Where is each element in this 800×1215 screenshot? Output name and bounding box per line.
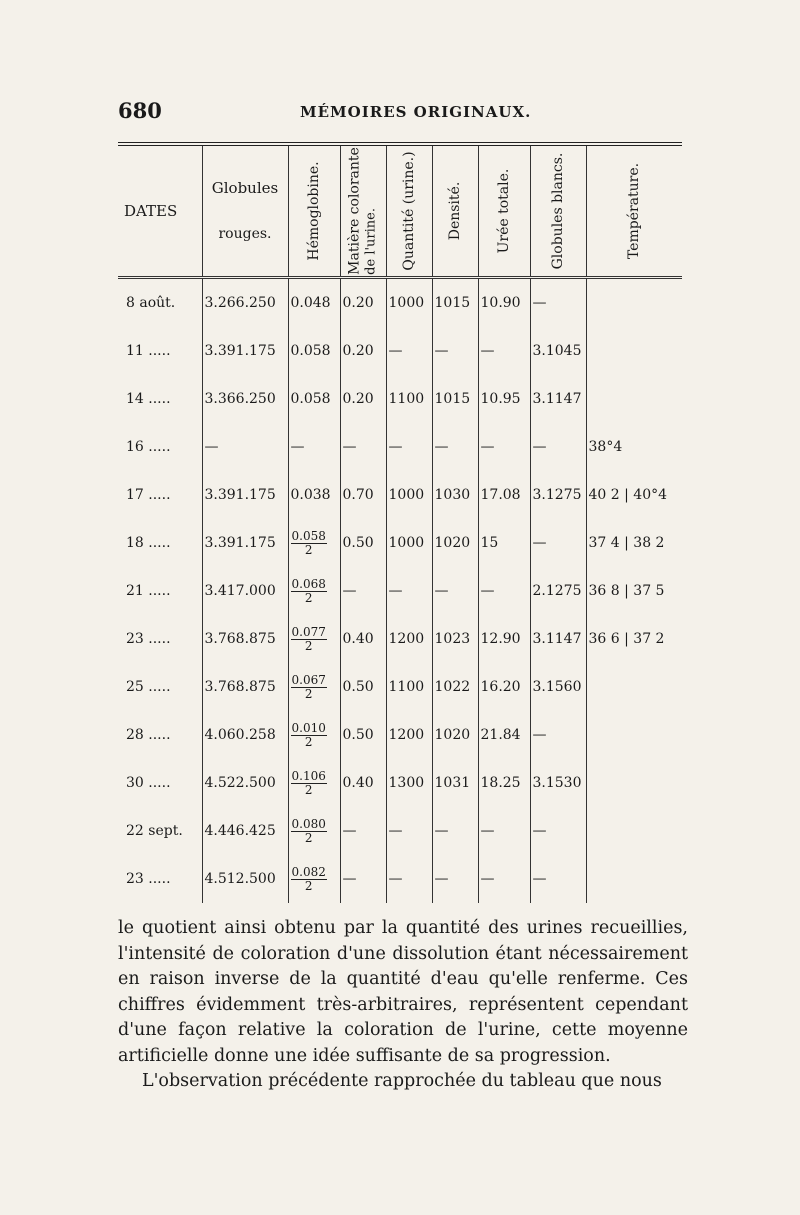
cell-matiere-colorante: 0.50 bbox=[340, 711, 386, 759]
paragraph-1: le quotient ainsi obtenu par la quantité des urines recueillies, l'intensité de coloration d'une dissolution étant nécessairement en raison inverse de la quantité d'eau qu'elle renferme. Ces chiffres évidemment très-arbitraires, représentent cependant d'une façon relative la coloration de l'urine, cette moyenne artificielle donne une idée suffisante de sa progression. bbox=[118, 918, 688, 1066]
cell-densite: — bbox=[432, 567, 478, 615]
cell-date: 28 ..... bbox=[126, 727, 171, 743]
cell-densite: 1022 bbox=[432, 663, 478, 711]
cell-uree: 12.90 bbox=[478, 615, 530, 663]
cell-uree: — bbox=[478, 855, 530, 903]
header-densite bbox=[432, 144, 478, 278]
fraction-numerator: 0.058 bbox=[291, 528, 326, 543]
header-hemoglobine bbox=[288, 144, 340, 278]
header-densite-text: Densité. bbox=[446, 181, 463, 241]
hemoglobine-fraction bbox=[291, 674, 327, 700]
cell-quantite: 1200 bbox=[386, 615, 432, 663]
header-globules-line1: Globules bbox=[211, 179, 279, 198]
table-row bbox=[118, 471, 682, 519]
header-matiere-colorante bbox=[340, 144, 386, 278]
fraction-numerator: 0.068 bbox=[291, 576, 326, 591]
cell-matiere-colorante: 0.50 bbox=[340, 519, 386, 567]
cell-matiere-colorante: — bbox=[340, 807, 386, 855]
cell-densite: — bbox=[432, 807, 478, 855]
cell-date: 23 ..... bbox=[126, 871, 171, 887]
cell-date: 22 sept. bbox=[126, 823, 183, 839]
cell-globules-rouges: 3.391.175 bbox=[202, 519, 288, 567]
cell-densite: 1015 bbox=[432, 278, 478, 328]
cell-matiere-colorante: 0.70 bbox=[340, 471, 386, 519]
table-row bbox=[118, 567, 682, 615]
cell-globules-rouges: 3.366.250 bbox=[202, 375, 288, 423]
fraction-numerator: 0.106 bbox=[291, 768, 326, 783]
fraction-numerator: 0.010 bbox=[291, 720, 326, 735]
fraction-denominator: 2 bbox=[304, 686, 313, 701]
table-row bbox=[118, 278, 682, 328]
header-uree-text: Urée totale. bbox=[495, 168, 512, 254]
cell-quantite: — bbox=[386, 855, 432, 903]
cell-uree: 21.84 bbox=[478, 711, 530, 759]
cell-hemoglobine: 0.058 bbox=[288, 327, 340, 375]
running-head bbox=[118, 98, 678, 128]
body-text bbox=[118, 916, 688, 1095]
cell-temperature: 36 8 | 37 5 bbox=[586, 567, 682, 615]
cell-date: 16 ..... bbox=[126, 439, 171, 455]
hemoglobine-fraction bbox=[291, 530, 327, 556]
hemoglobine-fraction bbox=[291, 818, 327, 844]
cell-uree: 18.25 bbox=[478, 759, 530, 807]
paragraph-2: L'observation précédente rapprochée du tableau que nous bbox=[142, 1071, 662, 1091]
cell-temperature bbox=[586, 759, 682, 807]
table-row bbox=[118, 375, 682, 423]
cell-temperature bbox=[586, 327, 682, 375]
fraction-denominator: 2 bbox=[304, 638, 313, 653]
table-row bbox=[118, 327, 682, 375]
cell-densite: 1030 bbox=[432, 471, 478, 519]
cell-globules-blancs: 3.1147 bbox=[530, 375, 586, 423]
running-head-title: MÉMOIRES ORIGINAUX. bbox=[300, 103, 532, 121]
table-body bbox=[118, 278, 682, 904]
cell-globules-blancs: — bbox=[530, 711, 586, 759]
cell-quantite: 1200 bbox=[386, 711, 432, 759]
cell-matiere-colorante: 0.40 bbox=[340, 759, 386, 807]
table-row bbox=[118, 759, 682, 807]
cell-uree: 15 bbox=[478, 519, 530, 567]
cell-uree: — bbox=[478, 567, 530, 615]
table-row bbox=[118, 615, 682, 663]
cell-globules-blancs: 3.1045 bbox=[530, 327, 586, 375]
cell-globules-rouges: 3.266.250 bbox=[202, 278, 288, 328]
cell-densite: — bbox=[432, 423, 478, 471]
header-matiere-line2: de l'urine. bbox=[363, 207, 379, 275]
cell-globules-rouges: 3.391.175 bbox=[202, 471, 288, 519]
cell-matiere-colorante: 0.20 bbox=[340, 375, 386, 423]
hemoglobine-fraction bbox=[291, 722, 327, 748]
hemoglobine-fraction bbox=[291, 626, 327, 652]
cell-temperature bbox=[586, 663, 682, 711]
cell-hemoglobine bbox=[288, 663, 340, 711]
cell-temperature bbox=[586, 278, 682, 328]
cell-uree: — bbox=[478, 423, 530, 471]
header-globules-blancs bbox=[530, 144, 586, 278]
cell-quantite: — bbox=[386, 327, 432, 375]
cell-date: 30 ..... bbox=[126, 775, 171, 791]
cell-globules-rouges: 3.768.875 bbox=[202, 615, 288, 663]
cell-hemoglobine bbox=[288, 567, 340, 615]
cell-densite: — bbox=[432, 855, 478, 903]
header-hemoglobine-text: Hémoglobine. bbox=[305, 161, 322, 261]
cell-date: 23 ..... bbox=[126, 631, 171, 647]
cell-hemoglobine bbox=[288, 615, 340, 663]
cell-quantite: — bbox=[386, 567, 432, 615]
fraction-denominator: 2 bbox=[304, 590, 313, 605]
fraction-denominator: 2 bbox=[304, 542, 313, 557]
cell-globules-blancs: 3.1560 bbox=[530, 663, 586, 711]
cell-globules-blancs: 3.1147 bbox=[530, 615, 586, 663]
header-globules-line2: rouges. bbox=[218, 225, 272, 242]
cell-matiere-colorante: — bbox=[340, 855, 386, 903]
cell-hemoglobine: 0.038 bbox=[288, 471, 340, 519]
cell-matiere-colorante: — bbox=[340, 423, 386, 471]
cell-globules-rouges: 4.522.500 bbox=[202, 759, 288, 807]
header-dates: DATES bbox=[118, 144, 202, 278]
fraction-denominator: 2 bbox=[304, 782, 313, 797]
cell-quantite: 1100 bbox=[386, 663, 432, 711]
cell-date: 21 ..... bbox=[126, 583, 171, 599]
cell-hemoglobine: — bbox=[288, 423, 340, 471]
cell-globules-blancs: 2.1275 bbox=[530, 567, 586, 615]
cell-uree: 10.90 bbox=[478, 278, 530, 328]
cell-hemoglobine bbox=[288, 711, 340, 759]
header-uree bbox=[478, 144, 530, 278]
table-row bbox=[118, 519, 682, 567]
cell-globules-rouges: 4.446.425 bbox=[202, 807, 288, 855]
cell-temperature: 37 4 | 38 2 bbox=[586, 519, 682, 567]
cell-uree: — bbox=[478, 327, 530, 375]
header-temperature bbox=[586, 144, 682, 278]
header-quantite-text: Quantité (urine.) bbox=[400, 151, 417, 271]
cell-globules-rouges: 4.060.258 bbox=[202, 711, 288, 759]
fraction-denominator: 2 bbox=[304, 830, 313, 845]
cell-temperature bbox=[586, 855, 682, 903]
fraction-numerator: 0.077 bbox=[291, 624, 326, 639]
cell-globules-blancs: 3.1530 bbox=[530, 759, 586, 807]
cell-date: 17 ..... bbox=[126, 487, 171, 503]
hemoglobine-fraction bbox=[291, 578, 327, 604]
table-row bbox=[118, 855, 682, 903]
cell-globules-blancs: 3.1275 bbox=[530, 471, 586, 519]
cell-temperature bbox=[586, 375, 682, 423]
cell-date: 25 ..... bbox=[126, 679, 171, 695]
cell-hemoglobine: 0.058 bbox=[288, 375, 340, 423]
cell-matiere-colorante: 0.50 bbox=[340, 663, 386, 711]
cell-globules-rouges: 3.391.175 bbox=[202, 327, 288, 375]
cell-uree: 17.08 bbox=[478, 471, 530, 519]
cell-globules-rouges: 3.768.875 bbox=[202, 663, 288, 711]
cell-date: 11 ..... bbox=[126, 343, 171, 359]
cell-temperature: 40 2 | 40°4 bbox=[586, 471, 682, 519]
cell-hemoglobine bbox=[288, 519, 340, 567]
cell-date: 18 ..... bbox=[126, 535, 171, 551]
fraction-numerator: 0.082 bbox=[291, 864, 326, 879]
cell-date: 14 ..... bbox=[126, 391, 171, 407]
header-matiere-line1: Matière colorante bbox=[346, 147, 363, 275]
header-globules-rouges bbox=[202, 144, 288, 278]
cell-matiere-colorante: 0.20 bbox=[340, 327, 386, 375]
cell-hemoglobine bbox=[288, 759, 340, 807]
header-temperature-text: Température. bbox=[626, 162, 643, 260]
table-row bbox=[118, 423, 682, 471]
cell-hemoglobine: 0.048 bbox=[288, 278, 340, 328]
fraction-denominator: 2 bbox=[304, 734, 313, 749]
cell-hemoglobine bbox=[288, 807, 340, 855]
cell-quantite: 1000 bbox=[386, 278, 432, 328]
cell-densite: 1020 bbox=[432, 519, 478, 567]
cell-globules-blancs: — bbox=[530, 855, 586, 903]
cell-densite: — bbox=[432, 327, 478, 375]
cell-globules-rouges: — bbox=[202, 423, 288, 471]
cell-matiere-colorante: — bbox=[340, 567, 386, 615]
cell-matiere-colorante: 0.40 bbox=[340, 615, 386, 663]
fraction-numerator: 0.067 bbox=[291, 672, 326, 687]
cell-quantite: 1300 bbox=[386, 759, 432, 807]
cell-globules-blancs: — bbox=[530, 423, 586, 471]
cell-densite: 1020 bbox=[432, 711, 478, 759]
cell-date: 8 août. bbox=[126, 295, 176, 311]
fraction-denominator: 2 bbox=[304, 878, 313, 893]
table-header-row bbox=[118, 144, 682, 278]
cell-uree: — bbox=[478, 807, 530, 855]
cell-uree: 10.95 bbox=[478, 375, 530, 423]
table-row bbox=[118, 711, 682, 759]
cell-temperature: 38°4 bbox=[586, 423, 682, 471]
cell-matiere-colorante: 0.20 bbox=[340, 278, 386, 328]
cell-uree: 16.20 bbox=[478, 663, 530, 711]
cell-quantite: 1000 bbox=[386, 471, 432, 519]
table-row bbox=[118, 807, 682, 855]
cell-globules-blancs: — bbox=[530, 519, 586, 567]
hemoglobine-fraction bbox=[291, 770, 327, 796]
cell-globules-rouges: 4.512.500 bbox=[202, 855, 288, 903]
cell-quantite: — bbox=[386, 807, 432, 855]
cell-temperature bbox=[586, 711, 682, 759]
cell-quantite: 1000 bbox=[386, 519, 432, 567]
cell-temperature: 36 6 | 37 2 bbox=[586, 615, 682, 663]
data-table bbox=[118, 142, 682, 903]
table-row bbox=[118, 663, 682, 711]
header-quantite bbox=[386, 144, 432, 278]
cell-densite: 1031 bbox=[432, 759, 478, 807]
fraction-numerator: 0.080 bbox=[291, 816, 326, 831]
cell-densite: 1023 bbox=[432, 615, 478, 663]
cell-hemoglobine bbox=[288, 855, 340, 903]
cell-globules-rouges: 3.417.000 bbox=[202, 567, 288, 615]
page-number: 680 bbox=[118, 98, 162, 123]
cell-temperature bbox=[586, 807, 682, 855]
header-globules-blancs-text: Globules blancs. bbox=[549, 152, 566, 270]
cell-quantite: — bbox=[386, 423, 432, 471]
cell-quantite: 1100 bbox=[386, 375, 432, 423]
cell-densite: 1015 bbox=[432, 375, 478, 423]
hemoglobine-fraction bbox=[291, 866, 327, 892]
cell-globules-blancs: — bbox=[530, 278, 586, 328]
cell-globules-blancs: — bbox=[530, 807, 586, 855]
